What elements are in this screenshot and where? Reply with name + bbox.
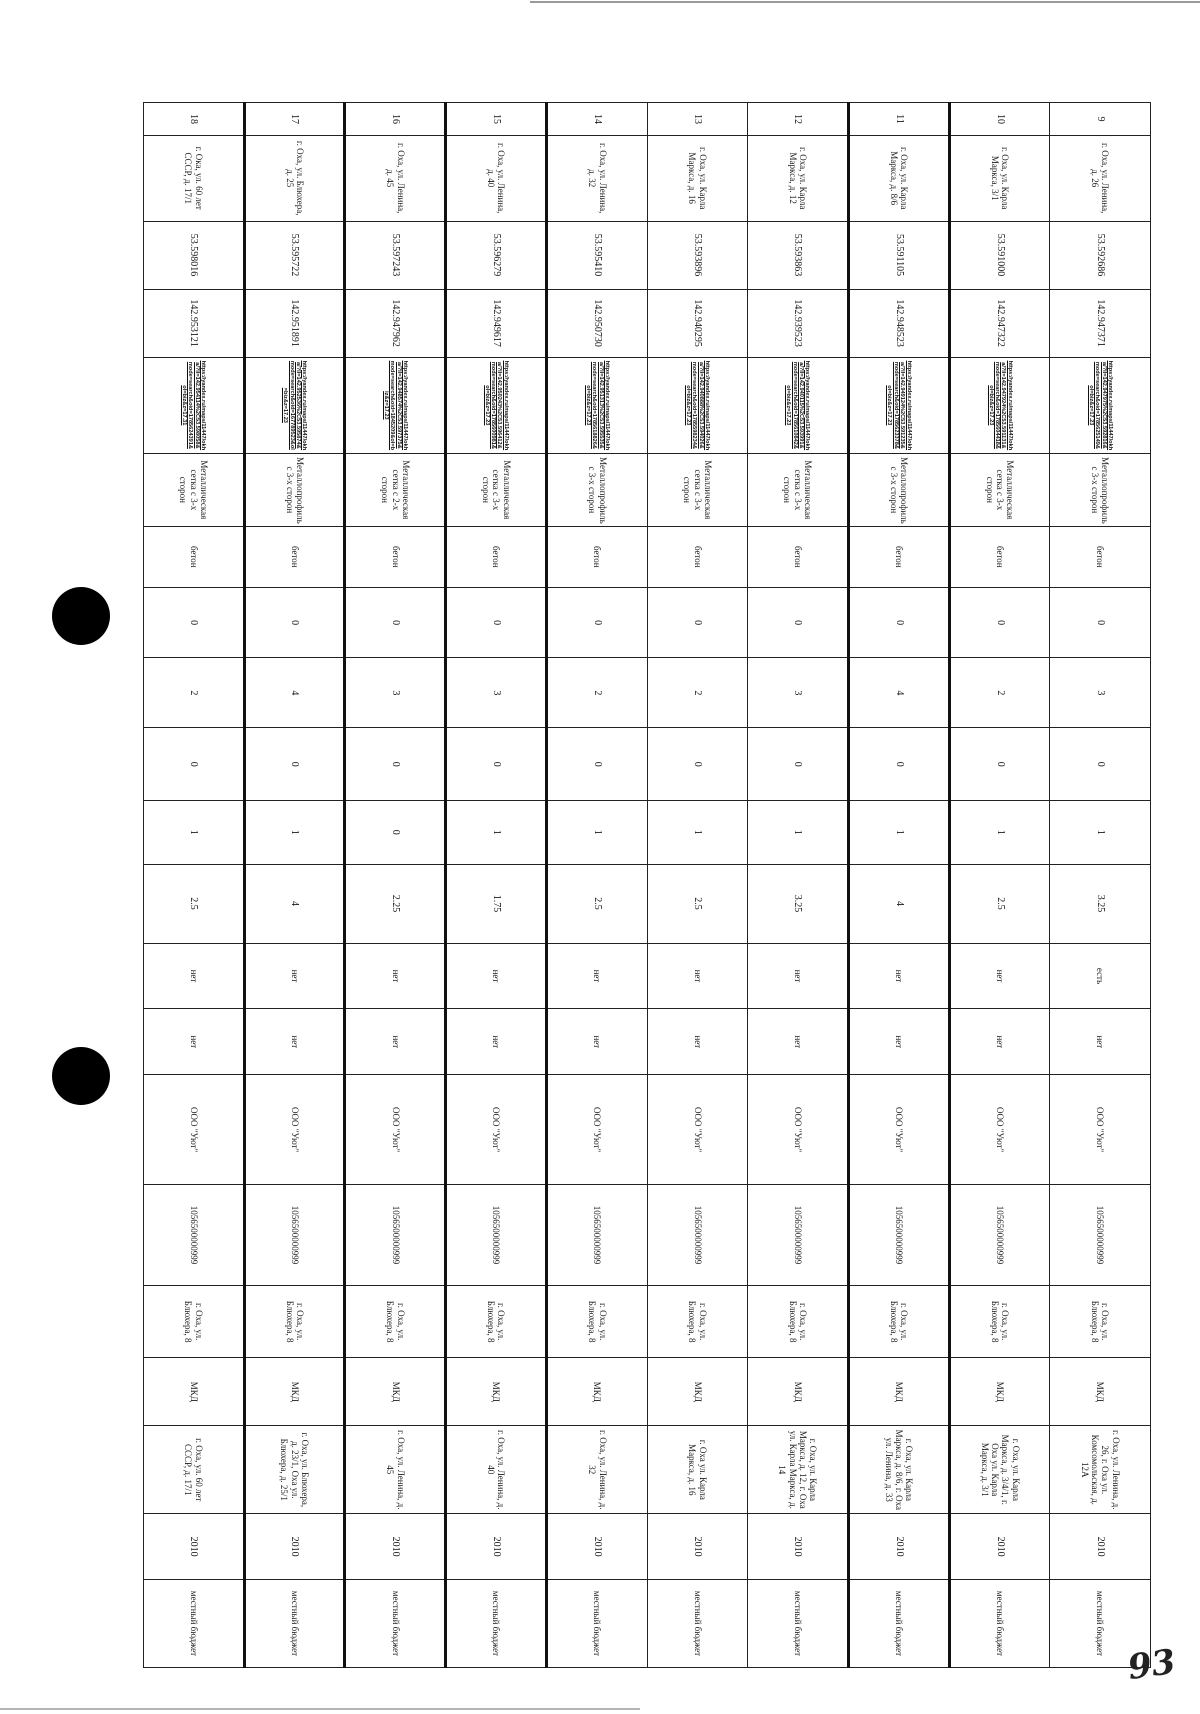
year-cell: 2010	[848, 1514, 949, 1580]
flag-cell: нет	[244, 943, 345, 1009]
ogrn-cell: 1056500000999	[949, 1184, 1050, 1285]
building-type-cell: МКД	[748, 1358, 849, 1426]
fence-type-cell: Металлопрофиль с 3-х сторон	[848, 454, 949, 526]
count-cell: 3	[1050, 658, 1151, 728]
count-cell: 0	[1050, 728, 1151, 800]
flag-cell: нет	[748, 943, 849, 1009]
organization-cell: ООО "Уют"	[647, 1075, 748, 1185]
address-cell: г. Оха, ул. Ленина, д. 32	[546, 135, 647, 221]
count-cell: 4	[848, 658, 949, 728]
volume-cell: 3.25	[748, 864, 849, 943]
flag-cell: нет	[546, 943, 647, 1009]
map-link-cell[interactable]: https://yandex.ru/maps/11447/okha/?ll=142.954114%2C53.598058&mode=search&oid=1785624391&ol=biz&z=17.31	[144, 357, 245, 454]
building-type-cell: МКД	[446, 1358, 547, 1426]
count-cell: 0	[446, 588, 547, 658]
count-cell: 1	[848, 800, 949, 864]
volume-cell: 2.5	[949, 864, 1050, 943]
org-address-cell: г. Оха, ул. Блюхера, 8	[848, 1285, 949, 1357]
surface-cell: бетон	[546, 526, 647, 587]
map-link-cell[interactable]: https://yandex.ru/maps/11447/okha/?ll=142.940888%2C53.594026&mode=search&oid=1785598234&ol=biz&z=17.23	[647, 357, 748, 454]
count-cell: 1	[546, 800, 647, 864]
served-address-cell: г. Оха, ул. Карла Маркса, д. 3/4/1, г. Оха ул. Карла Маркса, д. 3/1	[949, 1426, 1050, 1514]
ogrn-cell: 1056500000999	[144, 1184, 245, 1285]
building-type-cell: МКД	[546, 1358, 647, 1426]
year-cell: 2010	[748, 1514, 849, 1580]
organization-cell: ООО "Уют"	[848, 1075, 949, 1185]
table-row	[446, 103, 547, 1668]
org-address-cell: г. Оха, ул. Блюхера, 8	[345, 1285, 446, 1357]
year-cell: 2010	[949, 1514, 1050, 1580]
row-number-cell: 11	[848, 103, 949, 136]
volume-cell: 2.5	[144, 864, 245, 943]
flag-cell: нет	[848, 1009, 949, 1075]
surface-cell: бетон	[1050, 526, 1151, 587]
budget-cell: местный бюджет	[345, 1580, 446, 1668]
map-link-cell[interactable]: https://yandex.ru/maps/11447/okha/?ll=142.947975%2C53.592816&mode=search&oid=1785625149&ol=biz&z=17.23	[1050, 357, 1151, 454]
table-row	[848, 103, 949, 1668]
surface-cell: бетон	[345, 526, 446, 587]
count-cell: 2	[144, 658, 245, 728]
surface-cell: бетон	[949, 526, 1050, 587]
latitude-cell: 53.593863	[748, 221, 849, 289]
fence-type-cell: Металлопрофиль с 3-х сторон	[1050, 454, 1151, 526]
building-type-cell: МКД	[647, 1358, 748, 1426]
ogrn-cell: 1056500000999	[446, 1184, 547, 1285]
row-number-cell: 16	[345, 103, 446, 136]
row-number-cell: 17	[244, 103, 345, 136]
volume-cell: 1.75	[446, 864, 547, 943]
longitude-cell: 142.948523	[848, 289, 949, 357]
building-type-cell: МКД	[144, 1358, 245, 1426]
flag-cell: нет	[144, 1009, 245, 1075]
table-row	[144, 103, 245, 1668]
served-address-cell: г. Оха, ул. 60 лет СССР, д. 17/1	[144, 1426, 245, 1514]
punch-hole	[52, 587, 110, 645]
organization-cell: ООО "Уют"	[144, 1075, 245, 1185]
latitude-cell: 53.598016	[144, 221, 245, 289]
count-cell: 1	[748, 800, 849, 864]
flag-cell: нет	[949, 943, 1050, 1009]
fence-type-cell: Металлическая сетка с 3-х сторон	[949, 454, 1050, 526]
map-link-cell[interactable]: https://yandex.ru/maps/11447/okha/?ll=142.947924%2C53.591131&mode=search&oid=1785604418&ol=biz&z=17.23	[949, 357, 1050, 454]
budget-cell: местный бюджет	[748, 1580, 849, 1668]
count-cell: 0	[144, 728, 245, 800]
org-address-cell: г. Оха, ул. Блюхера, 8	[144, 1285, 245, 1357]
served-address-cell: г. Оха, ул. Карла Маркса, д. 12, г. Оха ул. Карла Маркса, д. 14	[748, 1426, 849, 1514]
org-address-cell: г. Оха, ул. Блюхера, 8	[446, 1285, 547, 1357]
flag-cell: нет	[848, 943, 949, 1009]
org-address-cell: г. Оха, ул. Блюхера, 8	[647, 1285, 748, 1357]
rotated-page	[143, 102, 1151, 1668]
surface-cell: бетон	[647, 526, 748, 587]
served-address-cell: г. Оха, ул. Ленина, д. 40	[446, 1426, 547, 1514]
table-row	[949, 103, 1050, 1668]
longitude-cell: 142.940295	[647, 289, 748, 357]
table-row	[748, 103, 849, 1668]
count-cell: 1	[949, 800, 1050, 864]
latitude-cell: 53.593896	[647, 221, 748, 289]
flag-cell: нет	[446, 943, 547, 1009]
volume-cell: 2.5	[647, 864, 748, 943]
building-type-cell: МКД	[345, 1358, 446, 1426]
budget-cell: местный бюджет	[446, 1580, 547, 1668]
served-address-cell: г. Оха ул. Карла Маркса, д. 16	[647, 1426, 748, 1514]
longitude-cell: 142.939523	[748, 289, 849, 357]
year-cell: 2010	[446, 1514, 547, 1580]
served-address-cell: г. Оха, ул. Ленина, д. 45	[345, 1426, 446, 1514]
fence-type-cell: Металлопрофиль с 3-х сторон	[244, 454, 345, 526]
count-cell: 1	[446, 800, 547, 864]
flag-cell: нет	[1050, 1009, 1151, 1075]
flag-cell: нет	[446, 1009, 547, 1075]
surface-cell: бетон	[848, 526, 949, 587]
count-cell: 0	[244, 588, 345, 658]
longitude-cell: 142.947962	[345, 289, 446, 357]
address-cell: г. Оха, ул. Карла Маркса, д. 8/6	[848, 135, 949, 221]
count-cell: 0	[949, 588, 1050, 658]
organization-cell: ООО "Уют"	[446, 1075, 547, 1185]
fence-type-cell: Металлическая сетка с 3-х сторон	[647, 454, 748, 526]
count-cell: 0	[446, 728, 547, 800]
longitude-cell: 142.947322	[949, 289, 1050, 357]
count-cell: 1	[1050, 800, 1151, 864]
scan-edge-bottom	[0, 1708, 640, 1710]
org-address-cell: г. Оха, ул. Блюхера, 8	[949, 1285, 1050, 1357]
address-cell: г. Ока, ул. 60 лет СССР, д. 17/1	[144, 135, 245, 221]
count-cell: 3	[748, 658, 849, 728]
row-number-cell: 15	[446, 103, 547, 136]
budget-cell: местный бюджет	[546, 1580, 647, 1668]
map-link-cell[interactable]: https://yandex.ru/maps/11447/okha/?ll=142.950243%2C53.596412&mode=search&oid=1785600981&ol=biz&z=17.23	[446, 357, 547, 454]
year-cell: 2010	[345, 1514, 446, 1580]
organization-cell: ООО "Уют"	[1050, 1075, 1151, 1185]
budget-cell: местный бюджет	[848, 1580, 949, 1668]
count-cell: 0	[244, 728, 345, 800]
surface-cell: бетон	[144, 526, 245, 587]
served-address-cell: г. Оха, ул. Ленина, д. 26, г. Оха ул. Комсомольская, д. 12А	[1050, 1426, 1151, 1514]
count-cell: 0	[546, 588, 647, 658]
punch-hole	[52, 1047, 110, 1105]
count-cell: 0	[647, 728, 748, 800]
organization-cell: ООО "Уют"	[546, 1075, 647, 1185]
surface-cell: бетон	[244, 526, 345, 587]
latitude-cell: 53.592686	[1050, 221, 1151, 289]
table-row	[1050, 103, 1151, 1668]
flag-cell: нет	[546, 1009, 647, 1075]
row-number-cell: 14	[546, 103, 647, 136]
year-cell: 2010	[647, 1514, 748, 1580]
year-cell: 2010	[546, 1514, 647, 1580]
count-cell: 4	[244, 658, 345, 728]
address-cell: г. Оха, ул. Карла Маркса, д. 12	[748, 135, 849, 221]
budget-cell: местный бюджет	[949, 1580, 1050, 1668]
count-cell: 0	[345, 728, 446, 800]
map-link-cell[interactable]: https://yandex.ru/maps/11447/okha/?ll=142.949124%2C53.591235&mode=search&oid=1785623378&ol=biz&z=17.23	[848, 357, 949, 454]
fence-type-cell: Металлопрофиль с 3-х сторон	[546, 454, 647, 526]
row-number-cell: 18	[144, 103, 245, 136]
page-number: 93	[1125, 1641, 1178, 1689]
organization-cell: ООО "Уют"	[949, 1075, 1050, 1185]
latitude-cell: 53.591000	[949, 221, 1050, 289]
address-cell: г. Оха, ул. Ленина, д. 26	[1050, 135, 1151, 221]
fence-type-cell: Металлическая сетка с 3-х сторон	[748, 454, 849, 526]
flag-cell: есть	[1050, 943, 1151, 1009]
row-number-cell: 13	[647, 103, 748, 136]
served-address-cell: г. Оха, ул. Ленина, д. 32	[546, 1426, 647, 1514]
count-cell: 0	[848, 728, 949, 800]
count-cell: 1	[647, 800, 748, 864]
count-cell: 0	[748, 588, 849, 658]
volume-cell: 2.25	[345, 864, 446, 943]
ogrn-cell: 1056500000999	[1050, 1184, 1151, 1285]
ogrn-cell: 1056500000999	[345, 1184, 446, 1285]
building-type-cell: МКД	[848, 1358, 949, 1426]
count-cell: 0	[546, 728, 647, 800]
latitude-cell: 53.595722	[244, 221, 345, 289]
ogrn-cell: 1056500000999	[748, 1184, 849, 1285]
count-cell: 0	[345, 588, 446, 658]
org-address-cell: г. Оха, ул. Блюхера, 8	[244, 1285, 345, 1357]
organization-cell: ООО "Уют"	[345, 1075, 446, 1185]
longitude-cell: 142.953121	[144, 289, 245, 357]
address-cell: г. Оха, ул. Карла Маркса, д. 16	[647, 135, 748, 221]
table-row	[647, 103, 748, 1668]
fence-type-cell: Металлическая сетка с 2-х сторон	[345, 454, 446, 526]
count-cell: 2	[647, 658, 748, 728]
waste-site-registry-table	[143, 102, 1151, 1668]
latitude-cell: 53.595410	[546, 221, 647, 289]
served-address-cell: г. Оха, ул. Блюхера, д. 23/1, Оха ул. Блюхера, д. 25/1	[244, 1426, 345, 1514]
budget-cell: местный бюджет	[144, 1580, 245, 1668]
year-cell: 2010	[144, 1514, 245, 1580]
volume-cell: 3.25	[1050, 864, 1151, 943]
fence-type-cell: Металлическая сетка с 3-х сторон	[446, 454, 547, 526]
flag-cell: нет	[949, 1009, 1050, 1075]
organization-cell: ООО "Уют"	[748, 1075, 849, 1185]
surface-cell: бетон	[748, 526, 849, 587]
table-row	[546, 103, 647, 1668]
flag-cell: нет	[345, 943, 446, 1009]
address-cell: г. Оха, ул. Карла Маркса, 3/1	[949, 135, 1050, 221]
address-cell: г. Оха, ул. Ленина, д. 40	[446, 135, 547, 221]
year-cell: 2010	[1050, 1514, 1151, 1580]
building-type-cell: МКД	[244, 1358, 345, 1426]
volume-cell: 2.5	[546, 864, 647, 943]
volume-cell: 4	[848, 864, 949, 943]
ogrn-cell: 1056500000999	[848, 1184, 949, 1285]
map-link-cell[interactable]: https://yandex.ru/maps/11447/okha/?ll=142.940115%2C53.593991&mode=search&oid=1785610842&ol=biz&z=17.23	[748, 357, 849, 454]
count-cell: 0	[647, 588, 748, 658]
count-cell: 0	[144, 588, 245, 658]
row-number-cell: 12	[748, 103, 849, 136]
flag-cell: нет	[244, 1009, 345, 1075]
latitude-cell: 53.597243	[345, 221, 446, 289]
registry-table-holder	[143, 102, 1151, 1668]
count-cell: 2	[546, 658, 647, 728]
building-type-cell: МКД	[949, 1358, 1050, 1426]
count-cell: 3	[345, 658, 446, 728]
fence-type-cell: Металлическая сетка с 3-х сторон	[144, 454, 245, 526]
count-cell: 0	[748, 728, 849, 800]
latitude-cell: 53.591105	[848, 221, 949, 289]
map-link-cell[interactable]: https://yandex.ru/maps/11447/okha/?ll=142.948574%2C53.597375&mode=search&oid=1845209&ol=biz&z=17.23	[345, 357, 446, 454]
building-type-cell: МКД	[1050, 1358, 1151, 1426]
row-number-cell: 10	[949, 103, 1050, 136]
surface-cell: бетон	[446, 526, 547, 587]
ogrn-cell: 1056500000999	[546, 1184, 647, 1285]
address-cell: г. Оха, ул. Ленина, д. 45	[345, 135, 446, 221]
count-cell: 2	[949, 658, 1050, 728]
count-cell: 0	[345, 800, 446, 864]
budget-cell: местный бюджет	[244, 1580, 345, 1668]
org-address-cell: г. Оха, ул. Блюхера, 8	[546, 1285, 647, 1357]
flag-cell: нет	[647, 943, 748, 1009]
org-address-cell: г. Оха, ул. Блюхера, 8	[748, 1285, 849, 1357]
ogrn-cell: 1056500000999	[244, 1184, 345, 1285]
longitude-cell: 142.950730	[546, 289, 647, 357]
count-cell: 0	[949, 728, 1050, 800]
flag-cell: нет	[748, 1009, 849, 1075]
count-cell: 0	[848, 588, 949, 658]
org-address-cell: г. Оха, ул. Блюхера, 8	[1050, 1285, 1151, 1357]
longitude-cell: 142.951891	[244, 289, 345, 357]
map-link-cell[interactable]: https://yandex.ru/maps/11447/okha/?ll=142.952536%2C53.595874&mode=search&oid=167789523&ol=biz&z=17.23	[244, 357, 345, 454]
table-row	[244, 103, 345, 1668]
flag-cell: нет	[647, 1009, 748, 1075]
budget-cell: местный бюджет	[1050, 1580, 1151, 1668]
count-cell: 3	[446, 658, 547, 728]
flag-cell: нет	[144, 943, 245, 1009]
longitude-cell: 142.947371	[1050, 289, 1151, 357]
table-row	[345, 103, 446, 1668]
count-cell: 0	[1050, 588, 1151, 658]
scan-edge-top	[530, 1, 1200, 3]
year-cell: 2010	[244, 1514, 345, 1580]
count-cell: 1	[244, 800, 345, 864]
address-cell: г. Оха, ул. Блюхера, д. 25	[244, 135, 345, 221]
ogrn-cell: 1056500000999	[647, 1184, 748, 1285]
count-cell: 1	[144, 800, 245, 864]
latitude-cell: 53.596279	[446, 221, 547, 289]
budget-cell: местный бюджет	[647, 1580, 748, 1668]
served-address-cell: г. Оха, ул. Карла Маркса, д. 8/6, г. Оха ул. Ленина, д. 33	[848, 1426, 949, 1514]
map-link-cell[interactable]: https://yandex.ru/maps/11447/okha/?ll=142.951313%2C53.595535&mode=search&oid=1785618826&ol=biz&z=17.23	[546, 357, 647, 454]
longitude-cell: 142.949617	[446, 289, 547, 357]
row-number-cell: 9	[1050, 103, 1151, 136]
organization-cell: ООО "Уют"	[244, 1075, 345, 1185]
flag-cell: нет	[345, 1009, 446, 1075]
volume-cell: 4	[244, 864, 345, 943]
